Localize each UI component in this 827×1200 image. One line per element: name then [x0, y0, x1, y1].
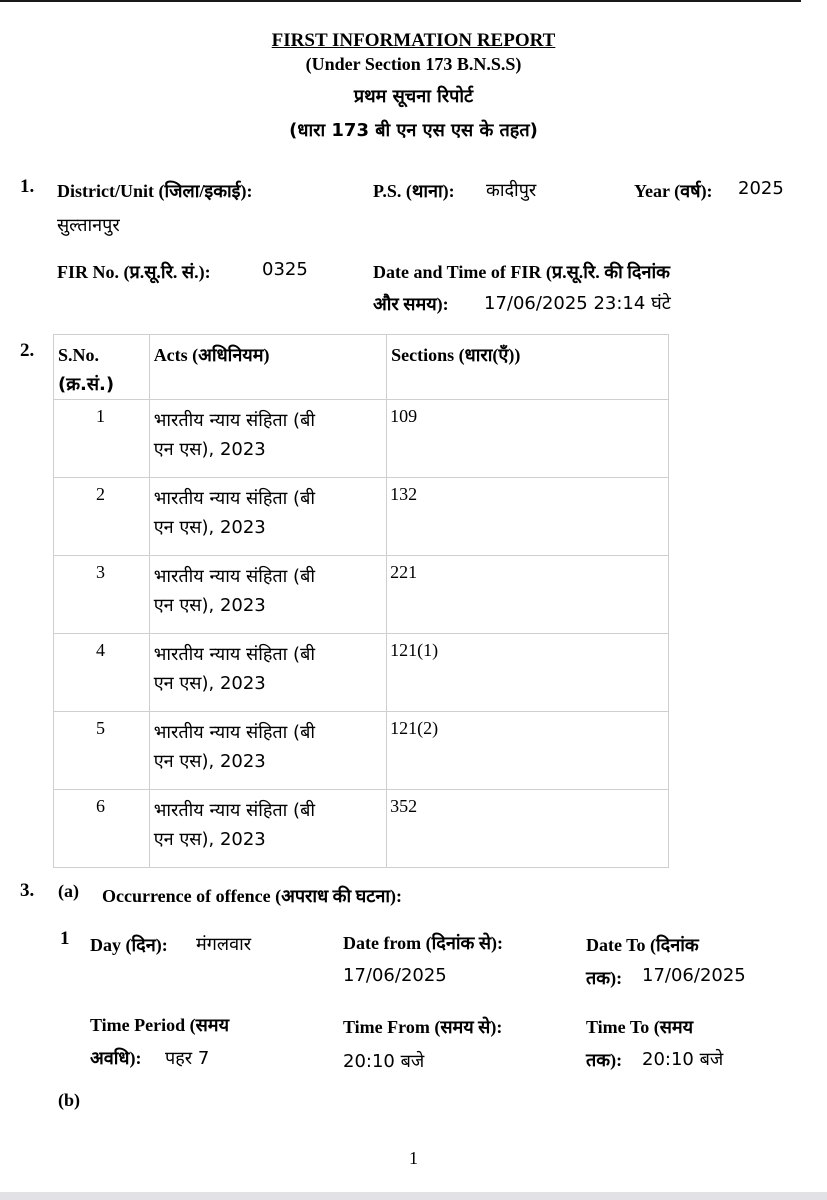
row-act-cont: एन एस), 2023 — [153, 517, 266, 538]
day-value: मंगलवार — [196, 934, 252, 955]
table-row — [54, 790, 669, 868]
time-to-label-cont: तक): — [586, 1050, 623, 1070]
fir-datetime-label: Date and Time of FIR (प्र.सू.रि. की दिनांक — [373, 262, 670, 282]
date-from-label: Date from (दिनांक से): — [343, 933, 503, 953]
time-period-label: Time Period (समय — [90, 1015, 230, 1035]
section-3-number: 3. — [20, 880, 35, 901]
table-row — [54, 634, 669, 712]
top-border-line — [0, 0, 801, 2]
time-from-value: 20:10 बजे — [343, 1051, 425, 1072]
row-sno: 1 — [96, 406, 105, 426]
fir-datetime-label-cont: और समय): — [373, 294, 449, 314]
acts-header: Acts (अधिनियम) — [149, 335, 386, 400]
row-section: 121(2) — [390, 718, 439, 738]
date-to-value: 17/06/2025 — [642, 965, 746, 986]
ps-label: P.S. (थाना): — [373, 181, 455, 201]
report-subtitle-en: (Under Section 173 B.N.S.S) — [305, 54, 522, 74]
sno-header-en: S.No. — [58, 345, 100, 365]
row-section: 132 — [390, 484, 418, 504]
report-subtitle-hi: (धारा 173 बी एन एस एस के तहत) — [289, 120, 538, 141]
row-act-cont: एन एस), 2023 — [153, 439, 266, 460]
occurrence-item-number: 1 — [60, 928, 70, 949]
district-value: सुल्तानपुर — [57, 215, 120, 236]
district-label: District/Unit (जिला/इकाई): — [57, 181, 253, 201]
time-period-label-cont: अवधि): — [90, 1048, 142, 1068]
row-act: भारतीय न्याय संहिता (बी — [153, 410, 316, 431]
row-section: 109 — [390, 406, 418, 426]
page-number: 1 — [409, 1148, 418, 1168]
sections-header: Sections (धारा(एँ)) — [387, 335, 669, 400]
fir-no-value: 0325 — [262, 259, 308, 280]
report-title-hi: प्रथम सूचना रिपोर्ट — [353, 86, 474, 107]
table-row — [54, 712, 669, 790]
sub-b-label: (b) — [58, 1090, 80, 1110]
row-sno: 4 — [96, 640, 105, 660]
row-section: 352 — [390, 796, 418, 816]
sno-header-hi: (क्र.सं.) — [58, 374, 115, 395]
report-title-en: FIRST INFORMATION REPORT — [271, 30, 556, 51]
row-section: 121(1) — [390, 640, 439, 660]
sub-a-label: (a) — [58, 881, 79, 901]
row-act-cont: एन एस), 2023 — [153, 751, 266, 772]
row-act: भारतीय न्याय संहिता (बी — [153, 488, 316, 509]
date-to-label: Date To (दिनांक — [586, 935, 699, 955]
date-from-value: 17/06/2025 — [343, 965, 447, 986]
time-from-label: Time From (समय से): — [343, 1017, 503, 1037]
table-row — [54, 556, 669, 634]
section-2-number: 2. — [20, 340, 35, 361]
fir-datetime-value: 17/06/2025 23:14 घंटे — [484, 293, 671, 314]
row-act-cont: एन एस), 2023 — [153, 673, 266, 694]
bottom-bar — [0, 1192, 827, 1200]
ps-value: कादीपुर — [486, 180, 537, 201]
sno-header — [54, 335, 150, 400]
table-header-row — [54, 335, 669, 400]
time-to-label: Time To (समय — [586, 1017, 694, 1037]
row-sno: 6 — [96, 796, 105, 816]
row-act-cont: एन एस), 2023 — [153, 829, 266, 850]
year-label: Year (वर्ष): — [634, 181, 713, 201]
time-period-value: पहर 7 — [165, 1048, 210, 1069]
row-act: भारतीय न्याय संहिता (बी — [153, 566, 316, 587]
table-row — [54, 400, 669, 478]
row-sno: 5 — [96, 718, 105, 738]
row-act: भारतीय न्याय संहिता (बी — [153, 722, 316, 743]
occurrence-label: Occurrence of offence (अपराध की घटना): — [102, 886, 402, 906]
time-to-value: 20:10 बजे — [642, 1049, 724, 1070]
table-row — [54, 478, 669, 556]
fir-no-label: FIR No. (प्र.सू.रि. सं.): — [57, 262, 211, 282]
row-act: भारतीय न्याय संहिता (बी — [153, 800, 316, 821]
date-to-label-cont: तक): — [586, 968, 623, 988]
section-1-number: 1. — [20, 176, 35, 197]
row-sno: 3 — [96, 562, 105, 582]
row-act: भारतीय न्याय संहिता (बी — [153, 644, 316, 665]
row-sno: 2 — [96, 484, 105, 504]
acts-sections-table — [53, 334, 669, 868]
year-value: 2025 — [738, 178, 784, 199]
row-act-cont: एन एस), 2023 — [153, 595, 266, 616]
day-label: Day (दिन): — [90, 935, 168, 955]
row-section: 221 — [390, 562, 418, 582]
